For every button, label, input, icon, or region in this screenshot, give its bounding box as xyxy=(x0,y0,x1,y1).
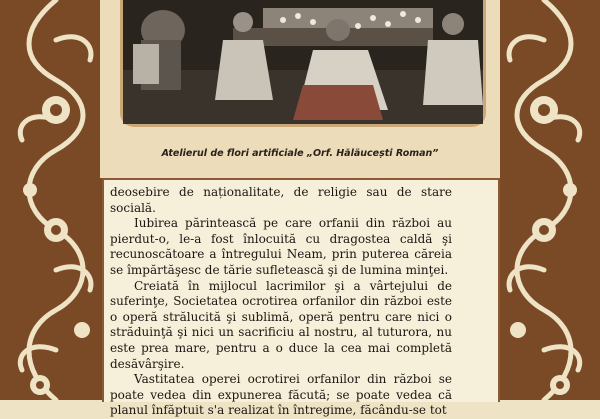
workshop-photo-image xyxy=(123,0,483,124)
paragraph-continuation: deosebire de naționalitate, de religie sau de stare socială. xyxy=(110,185,452,215)
photo-caption: Atelierul de flori artificiale „Orf. Hăläucești Roman” xyxy=(161,148,439,159)
paragraph-creiata: Creiată în mijlocul lacrimilor şi a vârtejului de suferinţe, Societatea ocrotirea orfanilor din război este o operă strălucită şi sublimă, operă pentru care nici o străduinţă şi nici un sacrificiu al nostru, al tuturora, nu este prea mare, pentru a o duce la cea mai completă desăvârşire. xyxy=(110,278,452,371)
paragraph-iubirea: Iubirea părintească pe care orfanii din război au pierdut-o, le-a fost înlocuită cu dragostea caldă şi recunoscătoare a întregului Neam, prin puterea căreia se împărtăşesc de tărie sufletească şi de lumina minţei. xyxy=(110,216,452,277)
floral-ornament-left xyxy=(0,0,112,400)
left-ornamental-border xyxy=(0,0,112,400)
body-text xyxy=(110,185,452,419)
right-ornamental-border xyxy=(488,0,600,400)
floral-ornament-right xyxy=(488,0,600,400)
workshop-photograph xyxy=(120,0,486,127)
paragraph-vastitatea: Vastitatea operei ocrotirei orfanilor din război se poate vedea din expunerea făcută; se poate vedea că planul înfăptuit s'a realizat în întregime, făcându-se tot xyxy=(110,372,452,418)
